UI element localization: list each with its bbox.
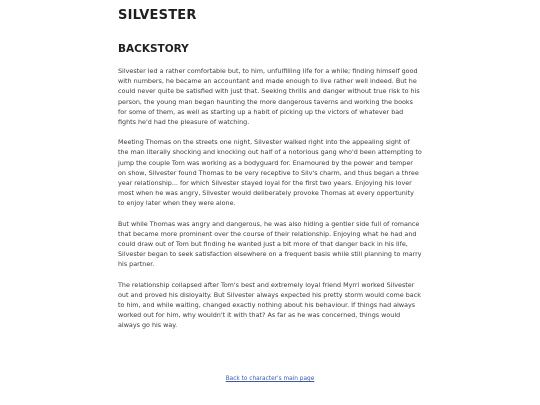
page-title: SILVESTER bbox=[118, 8, 197, 23]
paragraph-2: Meeting Thomas on the streets one night, Silvester walked right into the appealing sight of the man literally shocking and knocking out half of a notorious gang who'd been attempting to jump the couple Tom was working as a bodyguard for. Enamoured by the power and temper on show, Silvester found Thomas to be very receptive to Silv's charm, and thus began a three year relationship... for which Silvester stayed loyal for the first two years. Enjoying his lover most when he was angry, Silvester would deliberately provoke Thomas at every opportunity to enjoy later when they were alone. bbox=[118, 138, 422, 208]
backstory-text bbox=[118, 66, 422, 341]
paragraph-3: But while Thomas was angry and dangerous, he was also hiding a gentler side full of romance that became more prominent over the course of their relationship. Enjoying what he had and could draw out of Tom but finding he wanted just a bit more of that danger back in his life, Silvester began to seek satisfaction elsewhere on a frequent basis while still planning to marry his partner. bbox=[118, 219, 422, 269]
back-to-main-page-link[interactable]: Back to character's main page bbox=[225, 376, 315, 382]
paragraph-4: The relationship collapsed after Tom's best and extremely loyal friend Myrri worked Silvester out and proved his disloyalty. But Silvester always expected his pretty storm would come back to him, and while waiting, changed exactly nothing about his behaviour. If things had always worked out for him, why wouldn't it with that? As far as he was concerned, things would always go his way. bbox=[118, 280, 421, 330]
section-heading-backstory: BACKSTORY bbox=[118, 43, 189, 55]
paragraph-1: Silvester led a rather comfortable but, to him, unfulfilling life for a while; finding himself good with numbers, he became an accountant and made enough to live rather well indeed. But he could never quite be satisfied with just that. Seeking thrills and danger without true risk to his person, the young man began haunting the more dangerous taverns and working the books for some of them, as well as starting up a habit of picking up the victors of whatever bad fights he'd had the pleasure of watching. bbox=[118, 67, 420, 127]
